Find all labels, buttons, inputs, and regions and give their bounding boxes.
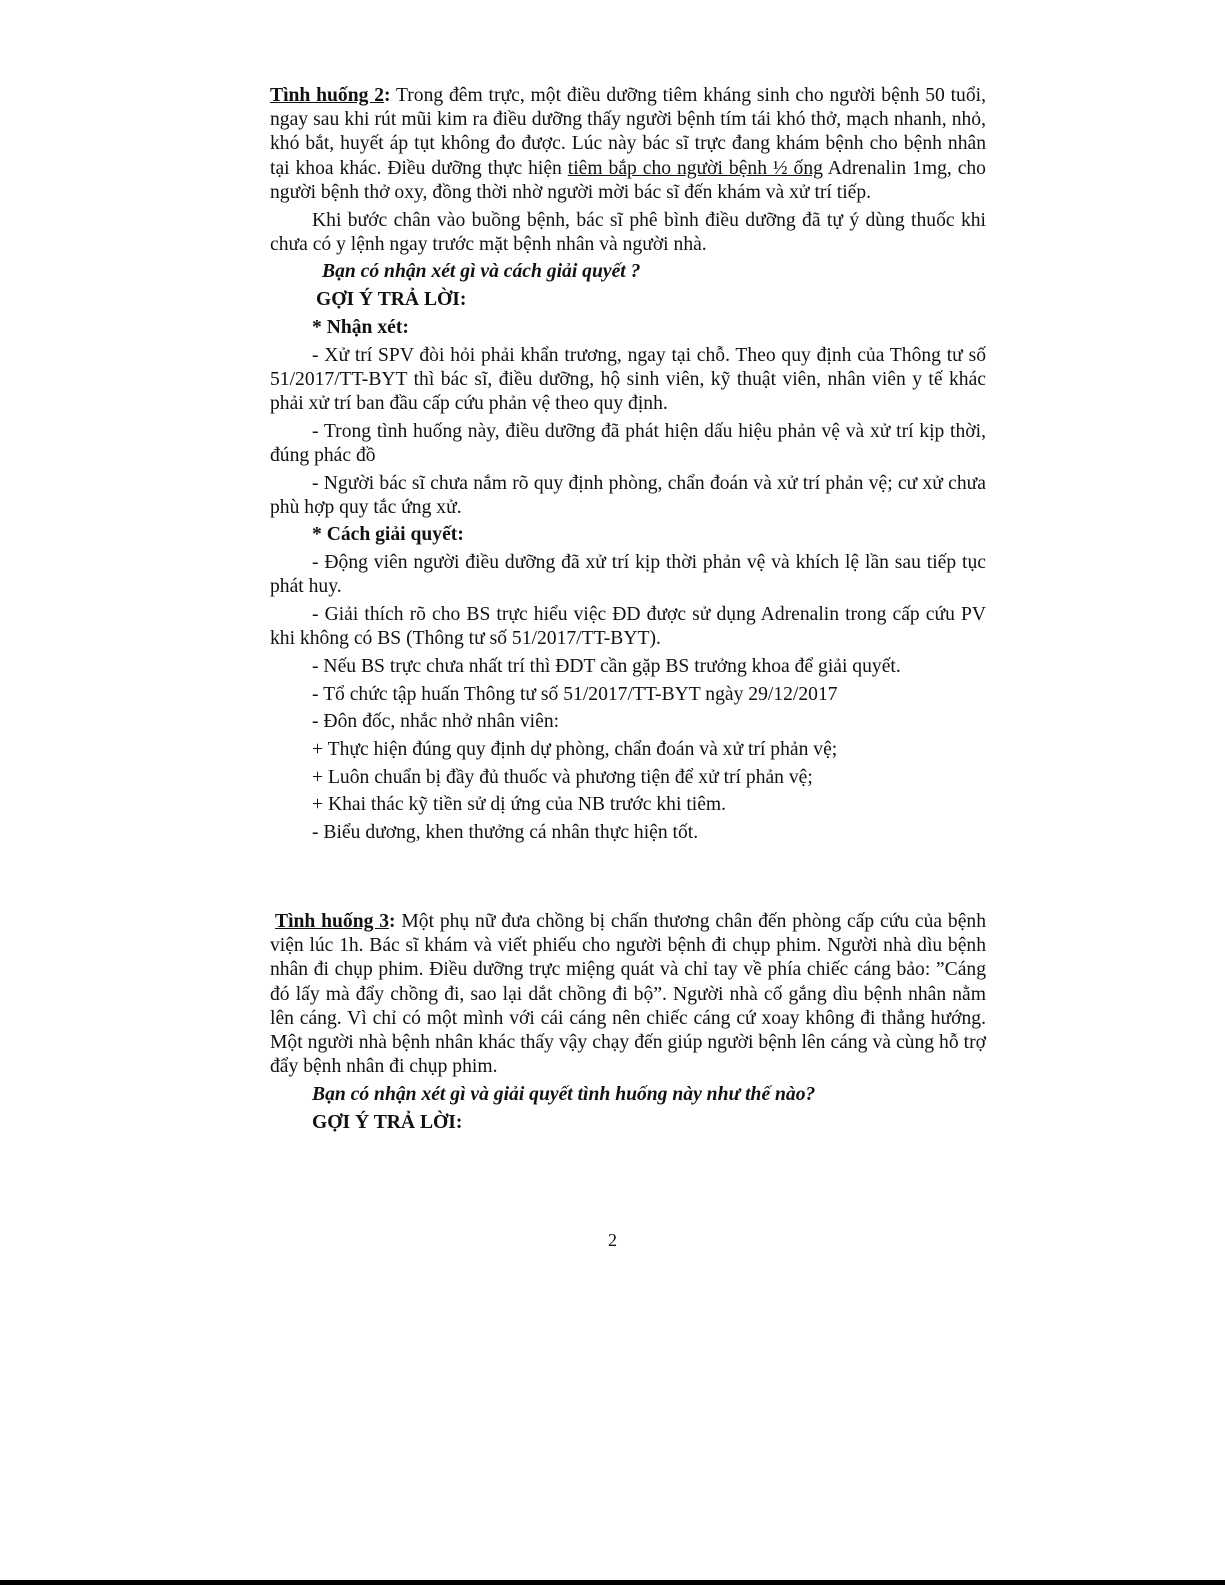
case2-title: Tình huống 2	[270, 85, 385, 106]
case2-text-after: Adrenalin 1mg, cho người bệnh thở oxy, đồng thời nhờ người mời bác sĩ đến khám và xử trí tiếp.	[270, 157, 986, 203]
case3-title-colon: :	[389, 910, 396, 932]
bottom-border	[0, 1580, 1225, 1585]
case3-title-wrap	[270, 911, 396, 932]
case3-text: Một phụ nữ đưa chồng bị chấn thương chân đến phòng cấp cứu của bệnh viện lúc 1h. Bác sĩ khám và viết phiếu cho người bệnh đi chụp phim. Người nhà dìu bệnh nhân đi chụp phim. Điều dưỡng trực miệng quát và chỉ tay về phía chiếc cáng bảo: ”Cáng đó lấy mà đẩy chồng đi, sao lại dắt chồng đi bộ”. Người nhà cố gắng dìu bệnh nhân nằm lên cáng. Vì chỉ có một mình với cái cáng nên chiếc cáng cứ xoay không đi thẳng hướng. Một người nhà bệnh nhân khác thấy vậy chạy đến giúp người bệnh lên cáng và cùng hỗ trợ đẩy bệnh nhân đi chụp phim.	[270, 910, 986, 1078]
case2-remark-1: - Xử trí SPV đòi hỏi phải khẩn trương, ngay tại chỗ. Theo quy định của Thông tư số 51/2017/TT-BYT thì bác sĩ, điều dưỡng, hộ sinh viên, kỹ thuật viên, nhân viên y tế khác phải xử trí ban đầu cấp cứu phản vệ theo quy định.	[270, 344, 986, 414]
case2-remarks-heading: * Nhận xét:	[312, 316, 409, 338]
case2-text-underlined: tiêm bắp cho người bệnh ½ ống	[567, 157, 823, 179]
case2-paragraph2: Khi bước chân vào buồng bệnh, bác sĩ phê bình điều dưỡng đã tự ý dùng thuốc khi chưa có y lệnh ngay trước mặt bệnh nhân và người nhà.	[270, 209, 986, 255]
case2-remark-3: - Người bác sĩ chưa nắm rõ quy định phòng, chẩn đoán và xử trí phản vệ; cư xử chưa phù hợp quy tắc ứng xử.	[270, 472, 986, 518]
case3-intro	[270, 910, 986, 1079]
case3-title: Tình huống 3	[275, 910, 390, 932]
case2-solution-3: - Nếu BS trực chưa nhất trí thì ĐDT cần gặp BS trưởng khoa để giải quyết.	[312, 655, 901, 677]
section-spacer	[270, 849, 986, 910]
case2-solution-9: - Biểu dương, khen thưởng cá nhân thực hiện tốt.	[312, 822, 699, 844]
case2-title-wrap	[270, 85, 391, 106]
case2-question: Bạn có nhận xét gì và cách giải quyết ?	[322, 261, 641, 283]
case2-solution-1: - Động viên người điều dưỡng đã xử trí kịp thời phản vệ và khích lệ lần sau tiếp tục phát huy.	[270, 552, 986, 598]
case2-remark-2: - Trong tình huống này, điều dưỡng đã phát hiện dấu hiệu phản vệ và xử trí kịp thời, đúng phác đồ	[270, 420, 986, 466]
case2-solution-6: + Thực hiện đúng quy định dự phòng, chẩn đoán và xử trí phản vệ;	[312, 739, 838, 761]
case2-text-before: Trong đêm trực, một điều dưỡng tiêm kháng sinh cho người bệnh 50 tuổi, ngay sau khi rút mũi kim ra điều dưỡng thấy người bệnh tím tái khó thở, mạch nhanh, nhỏ, khó bắt, huyết áp tụt không đo được. Lúc này bác sĩ trực đang khám bệnh cho bệnh nhân tại khoa khác. Điều dưỡng thực hiện	[270, 85, 986, 179]
case2-solution-heading: * Cách giải quyết:	[312, 524, 464, 546]
document-page	[270, 84, 986, 1138]
case2-solution-2: - Giải thích rõ cho BS trực hiểu việc ĐD được sử dụng Adrenalin trong cấp cứu PV khi không có BS (Thông tư số 51/2017/TT-BYT).	[270, 604, 986, 650]
case3-hint-heading: GỢI Ý TRẢ LỜI:	[312, 1111, 463, 1133]
case2-solution-8: + Khai thác kỹ tiền sử dị ứng của NB trước khi tiêm.	[312, 794, 727, 816]
case2-solution-7: + Luôn chuẩn bị đầy đủ thuốc và phương tiện để xử trí phản vệ;	[312, 766, 813, 788]
case2-title-colon: :	[384, 85, 391, 106]
case3-question: Bạn có nhận xét gì và giải quyết tình huống này như thế nào?	[312, 1083, 816, 1105]
case2-solution-4: - Tổ chức tập huấn Thông tư số 51/2017/TT-BYT ngày 29/12/2017	[312, 683, 838, 705]
case2-intro	[270, 84, 986, 205]
case2-hint-heading: GỢI Ý TRẢ LỜI:	[316, 289, 467, 311]
case2-solution-5: - Đôn đốc, nhắc nhở nhân viên:	[312, 711, 560, 733]
page-number: 2	[608, 1230, 617, 1250]
